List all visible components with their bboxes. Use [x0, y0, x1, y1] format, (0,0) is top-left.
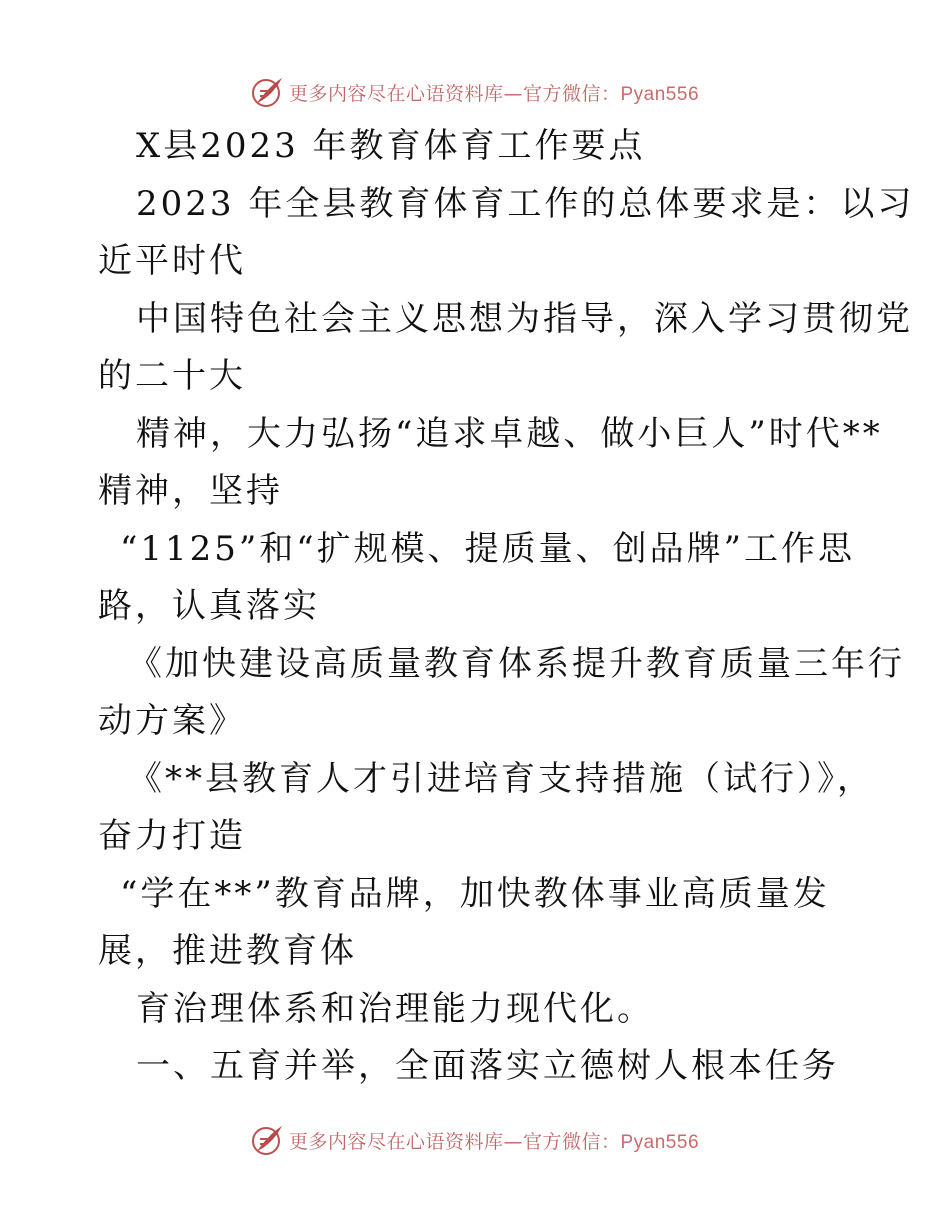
paragraph-line: 展，推进教育体 [98, 931, 357, 971]
paragraph-line: “学在**”教育品牌，加快教体事业高质量发 [120, 873, 830, 914]
paragraph-line: 精神，大力弘扬“追求卓越、做小巨人”时代** [136, 413, 883, 454]
watermark-id: Pyan556 [620, 83, 700, 105]
watermark-text [289, 79, 699, 106]
watermark-text [289, 1127, 699, 1154]
document-body [98, 118, 915, 1096]
watermark-sub-text: 官方微信： [522, 1130, 621, 1153]
footer-watermark [0, 1120, 950, 1160]
paragraph-line: 的二十大 [98, 356, 246, 396]
watermark-main-text: 更多内容尽在心语资料库 [288, 82, 504, 105]
quill-logo-icon [251, 75, 285, 109]
paragraph-line: 育治理体系和治理能力现代化。 [136, 988, 654, 1029]
paragraph-line: “1125”和“扩规模、提质量、创品牌”工作思 [120, 528, 856, 569]
watermark-dash: — [503, 1130, 523, 1153]
watermark-dash: — [503, 82, 523, 105]
paragraph-line: 动方案》 [98, 701, 246, 741]
paragraph-line: 近平时代 [98, 241, 246, 281]
watermark-sub-text: 官方微信： [522, 82, 621, 105]
header-watermark [0, 72, 950, 112]
quill-logo-icon [251, 1123, 285, 1157]
document-title: X县2023 年教育体育工作要点 [136, 126, 646, 166]
paragraph-line: 奋力打造 [98, 816, 246, 856]
paragraph-line: 中国特色社会主义思想为指导，深入学习贯彻党 [136, 298, 913, 339]
paragraph-line: 2023 年全县教育体育工作的总体要求是：以习 [136, 183, 915, 224]
paragraph-line: 《**县教育人才引进培育支持措施（试行）》， [128, 758, 874, 799]
paragraph-line: 路，认真落实 [98, 586, 320, 626]
watermark-id: Pyan556 [620, 1131, 700, 1153]
section-heading: 一、五育并举，全面落实立德树人根本任务 [136, 1046, 839, 1086]
paragraph-line: 精神，坚持 [98, 471, 283, 511]
watermark-main-text: 更多内容尽在心语资料库 [288, 1130, 504, 1153]
paragraph-line: 《加快建设高质量教育体系提升教育质量三年行 [128, 643, 905, 684]
